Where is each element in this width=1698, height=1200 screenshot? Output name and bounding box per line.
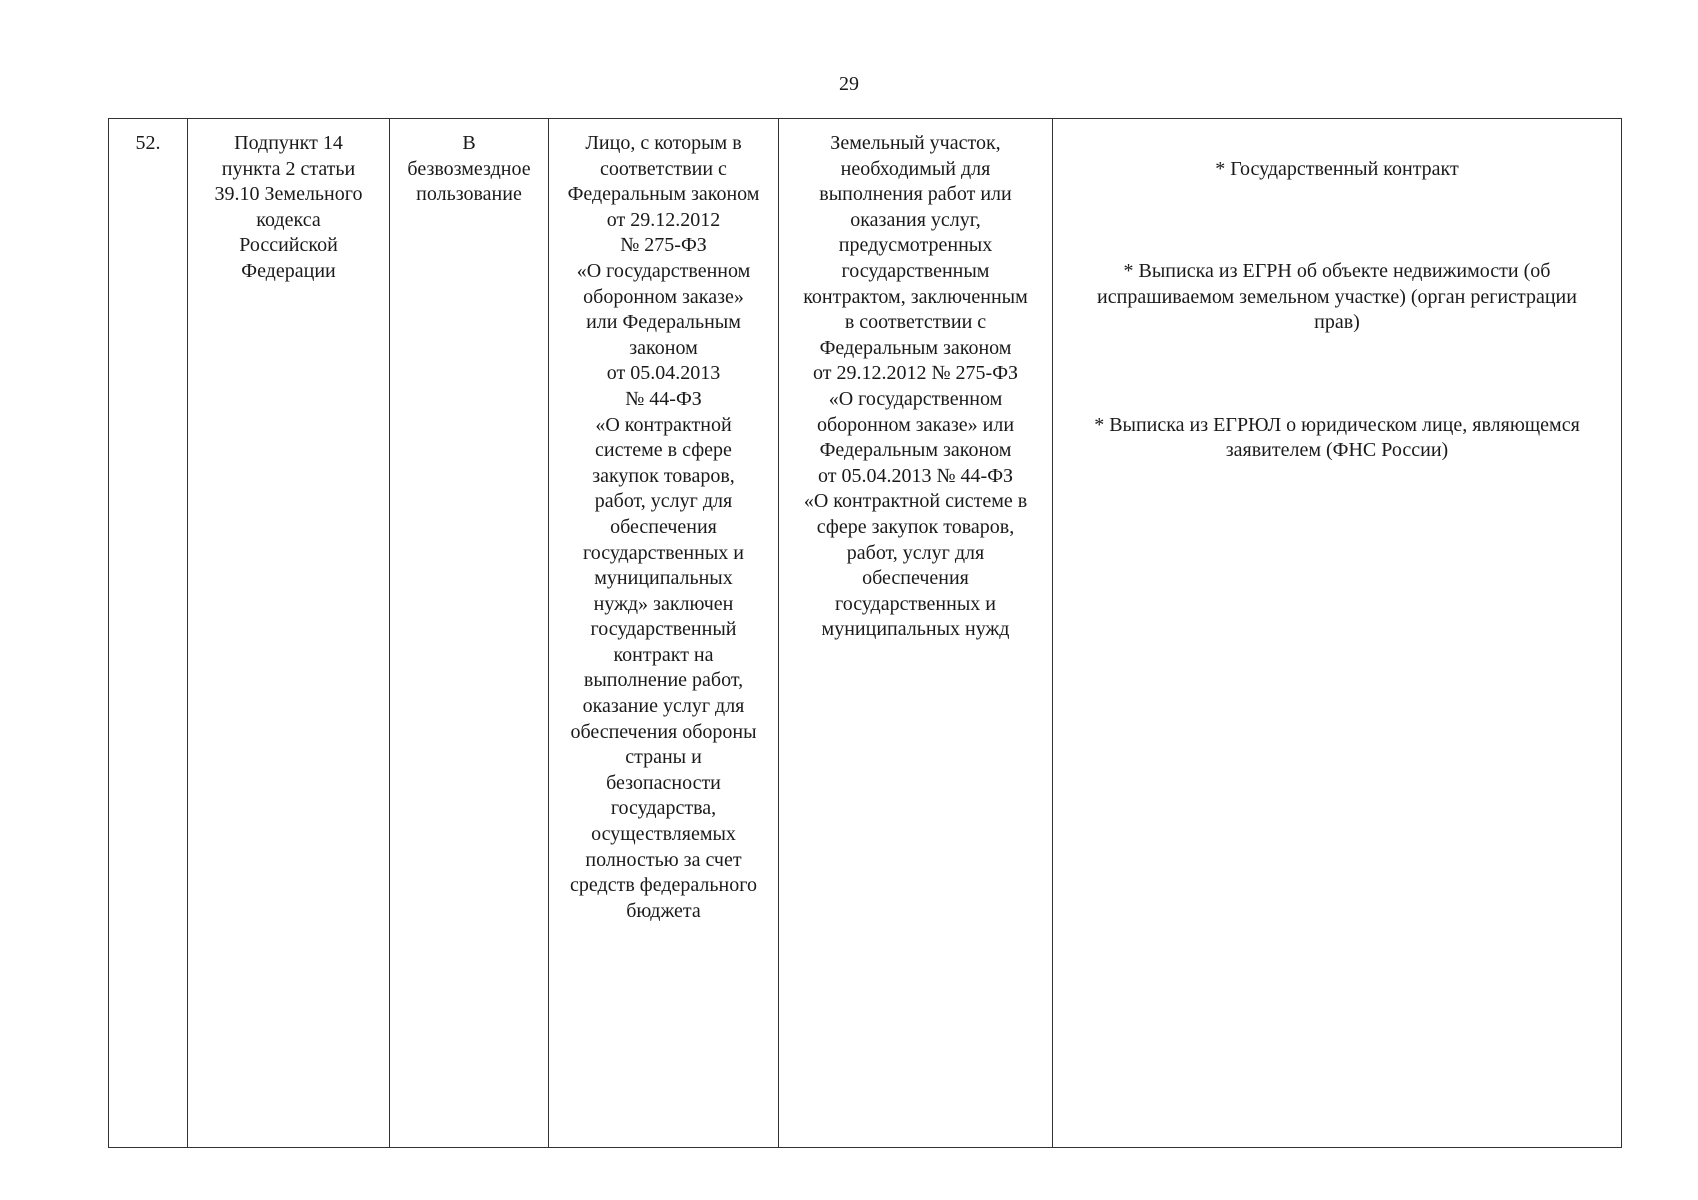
land-plot-cell: Земельный участок, необходимый для выполнения работ или оказания услуг, предусмотренных государственным контрактом, заключенным в соответствии с Федеральным законом от 29.12.2012 № 275-ФЗ «О государственном оборонном заказе» или Федеральным законом от 05.04.2013 № 44-ФЗ «О контрактной системе в сфере закупок товаров, работ, услуг для обеспечения государственных и муниципальных нужд (779, 119, 1053, 1148)
documents-cell (1053, 119, 1622, 1148)
right-type-cell: В безвозмездное пользование (390, 119, 549, 1148)
page-number: 29 (839, 73, 859, 95)
document-item-contract: * Государственный контракт (1215, 157, 1459, 180)
applicant-cell: Лицо, с которым в соответствии с Федеральным законом от 29.12.2012 № 275-ФЗ «О государственном оборонном заказе» или Федеральным законом от 05.04.2013 № 44-ФЗ «О контрактной системе в сфере закупок товаров, работ, услуг для обеспечения государственных и муниципальных нужд» заключен государственный контракт на выполнение работ, оказание услуг для обеспечения обороны страны и безопасности государства, осуществляемых полностью за счет средств федерального бюджета (549, 119, 779, 1148)
document-item-egrn: * Выписка из ЕГРН об объекте недвижимости (об испрашиваемом земельном участке) (орган регистрации прав) (1097, 259, 1577, 334)
document-gap (1057, 208, 1617, 234)
table-row (109, 119, 1622, 1148)
legal-basis-cell: Подпункт 14 пункта 2 статьи 39.10 Земельного кодекса Российской Федерации (188, 119, 390, 1148)
land-grant-table (108, 118, 1622, 1148)
document-gap (1057, 361, 1617, 387)
document-item-egrul: * Выписка из ЕГРЮЛ о юридическом лице, являющемся заявителем (ФНС России) (1094, 413, 1580, 462)
row-number-cell: 52. (109, 119, 188, 1148)
